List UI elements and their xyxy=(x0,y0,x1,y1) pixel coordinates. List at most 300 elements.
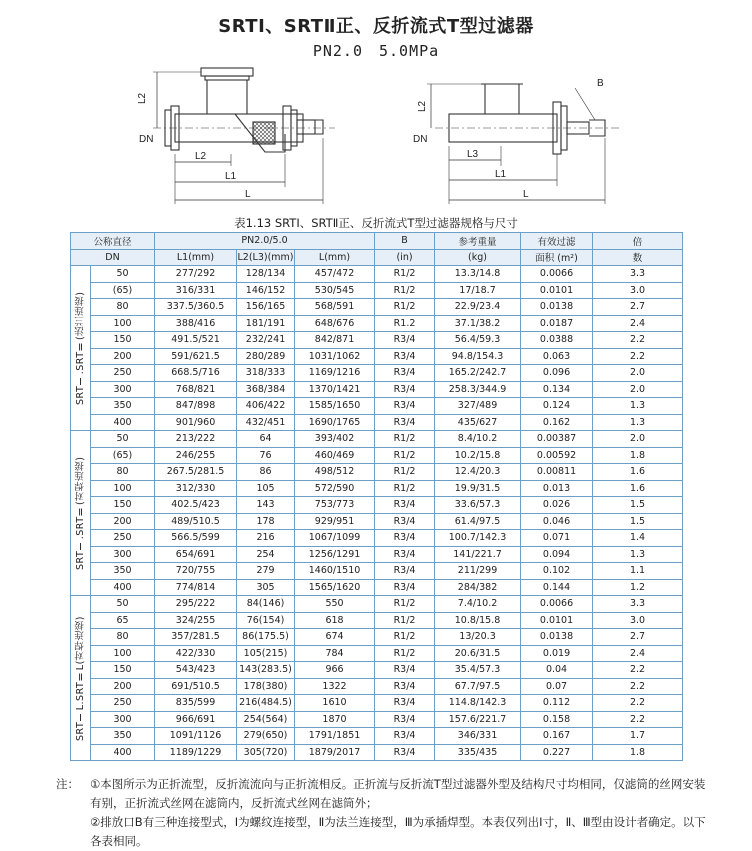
table-cell: 648/676 xyxy=(295,315,375,332)
table-cell: 1067/1099 xyxy=(295,530,375,547)
table-cell: 3.3 xyxy=(593,596,683,613)
table-cell: 324/255 xyxy=(155,612,237,629)
table-cell: R3/4 xyxy=(375,381,435,398)
table-cell: R3/4 xyxy=(375,414,435,431)
table-caption: 表1.13 SRTⅠ、SRTⅡ正、反折流式T型过滤器规格与尺寸 xyxy=(234,216,518,230)
table-cell: 691/510.5 xyxy=(155,678,237,695)
label-dn-right: DN xyxy=(413,134,428,145)
table-cell: 141/221.7 xyxy=(435,546,521,563)
table-cell: 305(720) xyxy=(237,744,295,761)
table-row xyxy=(71,728,683,745)
table-row xyxy=(71,612,683,629)
table-row xyxy=(71,365,683,382)
table-cell: 64 xyxy=(237,431,295,448)
group-label: SRTⅠ.SRTⅡ(对焊连接) xyxy=(71,431,91,596)
table-row xyxy=(71,530,683,547)
table-row xyxy=(71,711,683,728)
table-cell: 566.5/599 xyxy=(155,530,237,547)
table-cell: 835/599 xyxy=(155,695,237,712)
table-cell: 0.0101 xyxy=(521,282,593,299)
table-cell: 1.2 xyxy=(593,579,683,596)
table-cell: 84(146) xyxy=(237,596,295,613)
table-cell: 0.134 xyxy=(521,381,593,398)
table-cell: 337.5/360.5 xyxy=(155,299,237,316)
header-area-unit: 面积 (m²) xyxy=(521,249,593,266)
table-cell: 966/691 xyxy=(155,711,237,728)
table-cell: 216(484.5) xyxy=(237,695,295,712)
table-cell: R3/4 xyxy=(375,728,435,745)
table-cell: 279 xyxy=(237,563,295,580)
header-weight-unit: (kg) xyxy=(435,249,521,266)
table-cell: 0.167 xyxy=(521,728,593,745)
table-cell: R1/2 xyxy=(375,596,435,613)
table-row xyxy=(71,447,683,464)
table-cell: 50 xyxy=(91,266,155,283)
table-cell: 0.158 xyxy=(521,711,593,728)
group-label: SRTⅠL.SRTⅡL(对焊连接) xyxy=(71,596,91,761)
label-l3: L3 xyxy=(467,149,479,160)
table-cell: 143 xyxy=(237,497,295,514)
table-cell: 3.0 xyxy=(593,612,683,629)
table-cell: 0.124 xyxy=(521,398,593,415)
pressure-rating: PN2.0 5.0MPa xyxy=(312,42,440,60)
table-cell: R1/2 xyxy=(375,266,435,283)
table-cell: 1.7 xyxy=(593,728,683,745)
table-cell: 530/545 xyxy=(295,282,375,299)
table-cell: 254(564) xyxy=(237,711,295,728)
filter-dimension-drawing xyxy=(135,62,630,212)
table-cell: 1565/1620 xyxy=(295,579,375,596)
table-row xyxy=(71,381,683,398)
table-row xyxy=(71,332,683,349)
label-l2-bottom: L2 xyxy=(195,151,207,162)
table-row xyxy=(71,431,683,448)
note-1: ①本图所示为正折流型，反折流流向与正折流相反。正折流与反折流T型过滤器外型及结构尺寸均相同，仅滤筒的丝网安装有别，正折流式丝网在滤筒内，反折流式丝网在滤筒外； xyxy=(90,777,706,810)
table-cell: 20.6/31.5 xyxy=(435,645,521,662)
table-cell: R1/2 xyxy=(375,629,435,646)
label-l: L xyxy=(245,189,251,200)
table-cell: 400 xyxy=(91,414,155,431)
table-cell: 181/191 xyxy=(237,315,295,332)
table-cell: 67.7/97.5 xyxy=(435,678,521,695)
table-cell: 1.5 xyxy=(593,513,683,530)
table-cell: 774/814 xyxy=(155,579,237,596)
table-cell: 2.2 xyxy=(593,678,683,695)
table-row xyxy=(71,464,683,481)
table-cell: 2.4 xyxy=(593,645,683,662)
table-cell: 0.096 xyxy=(521,365,593,382)
page-title: SRTⅠ、SRTⅡ正、反折流式T型过滤器 xyxy=(218,16,534,37)
header-nominal: 公称直径 xyxy=(71,233,155,250)
table-cell: R1/2 xyxy=(375,612,435,629)
table-cell: 1870 xyxy=(295,711,375,728)
table-cell: 3.3 xyxy=(593,266,683,283)
table-cell: 591/621.5 xyxy=(155,348,237,365)
table-row xyxy=(71,299,683,316)
table-cell: 12.4/20.3 xyxy=(435,464,521,481)
table-cell: 232/241 xyxy=(237,332,295,349)
table-cell: 460/469 xyxy=(295,447,375,464)
table-cell: 114.8/142.3 xyxy=(435,695,521,712)
table-cell: 1791/1851 xyxy=(295,728,375,745)
table-cell: 2.2 xyxy=(593,332,683,349)
table-cell: 0.227 xyxy=(521,744,593,761)
table-cell: 100 xyxy=(91,480,155,497)
table-row xyxy=(71,695,683,712)
table-cell: R1/2 xyxy=(375,447,435,464)
table-cell: 178 xyxy=(237,513,295,530)
table-cell: 1091/1126 xyxy=(155,728,237,745)
table-cell: 254 xyxy=(237,546,295,563)
header-weight: 参考重量 xyxy=(435,233,521,250)
table-cell: 2.2 xyxy=(593,348,683,365)
table-cell: 200 xyxy=(91,513,155,530)
table-cell: 8.4/10.2 xyxy=(435,431,521,448)
table-cell: 0.019 xyxy=(521,645,593,662)
table-cell: 0.0138 xyxy=(521,629,593,646)
table-cell: 0.0101 xyxy=(521,612,593,629)
table-cell: 1690/1765 xyxy=(295,414,375,431)
table-cell: R1/2 xyxy=(375,299,435,316)
table-cell: 753/773 xyxy=(295,497,375,514)
table-cell: 1169/1216 xyxy=(295,365,375,382)
table-cell: 76(154) xyxy=(237,612,295,629)
label-l1: L1 xyxy=(225,171,237,182)
table-row xyxy=(71,513,683,530)
table-cell: 368/384 xyxy=(237,381,295,398)
table-cell: 216 xyxy=(237,530,295,547)
table-cell: R3/4 xyxy=(375,398,435,415)
table-cell: 0.04 xyxy=(521,662,593,679)
table-cell: 491.5/521 xyxy=(155,332,237,349)
table-cell: 0.00387 xyxy=(521,431,593,448)
table-cell: 50 xyxy=(91,431,155,448)
table-cell: 0.112 xyxy=(521,695,593,712)
table-row xyxy=(71,579,683,596)
label-l2: L2 xyxy=(137,92,148,104)
table-cell: 2.7 xyxy=(593,299,683,316)
table-cell: 1.6 xyxy=(593,480,683,497)
table-cell: 0.046 xyxy=(521,513,593,530)
table-cell: 0.026 xyxy=(521,497,593,514)
label-b: B xyxy=(597,78,604,89)
table-cell: R3/4 xyxy=(375,546,435,563)
table-row xyxy=(71,662,683,679)
table-row xyxy=(71,480,683,497)
table-cell: 901/960 xyxy=(155,414,237,431)
table-cell: 22.9/23.4 xyxy=(435,299,521,316)
table-cell: (65) xyxy=(91,282,155,299)
table-cell: 0.0187 xyxy=(521,315,593,332)
table-cell: 61.4/97.5 xyxy=(435,513,521,530)
table-cell: 35.4/57.3 xyxy=(435,662,521,679)
table-cell: 1.1 xyxy=(593,563,683,580)
table-cell: 1.6 xyxy=(593,464,683,481)
table-cell: 250 xyxy=(91,530,155,547)
table-cell: 65 xyxy=(91,612,155,629)
table-cell: 357/281.5 xyxy=(155,629,237,646)
table-cell: 146/152 xyxy=(237,282,295,299)
table-row xyxy=(71,596,683,613)
table-cell: 402.5/423 xyxy=(155,497,237,514)
table-cell: 100 xyxy=(91,645,155,662)
table-cell: 200 xyxy=(91,348,155,365)
header-ratio-unit: 数 xyxy=(593,249,683,266)
table-cell: 720/755 xyxy=(155,563,237,580)
table-cell: R3/4 xyxy=(375,678,435,695)
table-cell: 0.071 xyxy=(521,530,593,547)
table-cell: 966 xyxy=(295,662,375,679)
table-row xyxy=(71,645,683,662)
table-cell: R3/4 xyxy=(375,744,435,761)
table-cell: 1.3 xyxy=(593,414,683,431)
table-cell: 178(380) xyxy=(237,678,295,695)
table-cell: 400 xyxy=(91,579,155,596)
note-2: ②排放口B有三种连接型式，Ⅰ为螺纹连接型，Ⅱ为法兰连接型，Ⅲ为承插焊型。本表仅列出Ⅰ寸，Ⅱ、Ⅲ型由设计者确定。以下各表相同。 xyxy=(90,815,706,848)
table-cell: 618 xyxy=(295,612,375,629)
table-cell: 157.6/221.7 xyxy=(435,711,521,728)
table-cell: 489/510.5 xyxy=(155,513,237,530)
label-dn: DN xyxy=(139,134,154,145)
table-cell: 457/472 xyxy=(295,266,375,283)
table-cell: (65) xyxy=(91,447,155,464)
table-cell: 327/489 xyxy=(435,398,521,415)
table-cell: 211/299 xyxy=(435,563,521,580)
header-l1: L1(mm) xyxy=(155,249,237,266)
table-cell: 2.2 xyxy=(593,695,683,712)
table-cell: 1031/1062 xyxy=(295,348,375,365)
table-cell: 346/331 xyxy=(435,728,521,745)
table-cell: 0.144 xyxy=(521,579,593,596)
table-cell: 10.8/15.8 xyxy=(435,612,521,629)
table-cell: 432/451 xyxy=(237,414,295,431)
table-cell: 406/422 xyxy=(237,398,295,415)
header-ratio: 倍 xyxy=(593,233,683,250)
table-cell: 80 xyxy=(91,464,155,481)
table-cell: 400 xyxy=(91,744,155,761)
table-row xyxy=(71,282,683,299)
table-cell: 2.7 xyxy=(593,629,683,646)
table-cell: 37.1/38.2 xyxy=(435,315,521,332)
table-cell: 674 xyxy=(295,629,375,646)
table-cell: 388/416 xyxy=(155,315,237,332)
table-cell: 13.3/14.8 xyxy=(435,266,521,283)
table-cell: 100 xyxy=(91,315,155,332)
table-cell: 568/591 xyxy=(295,299,375,316)
table-cell: R3/4 xyxy=(375,365,435,382)
table-cell: 250 xyxy=(91,695,155,712)
spec-table xyxy=(70,232,683,761)
table-cell: R3/4 xyxy=(375,497,435,514)
table-cell: 0.07 xyxy=(521,678,593,695)
table-row xyxy=(71,678,683,695)
table-cell: 550 xyxy=(295,596,375,613)
notes-lead: 注： xyxy=(56,777,79,791)
spec-table-body xyxy=(71,266,683,761)
table-cell: 150 xyxy=(91,497,155,514)
table-cell: 784 xyxy=(295,645,375,662)
table-row xyxy=(71,348,683,365)
table-cell: 0.0066 xyxy=(521,596,593,613)
table-cell: 3.0 xyxy=(593,282,683,299)
table-cell: 572/590 xyxy=(295,480,375,497)
table-cell: R1/2 xyxy=(375,645,435,662)
table-cell: 7.4/10.2 xyxy=(435,596,521,613)
table-cell: 80 xyxy=(91,629,155,646)
table-cell: 295/222 xyxy=(155,596,237,613)
table-row xyxy=(71,398,683,415)
table-cell: 200 xyxy=(91,678,155,695)
table-row xyxy=(71,414,683,431)
table-cell: 1322 xyxy=(295,678,375,695)
table-cell: 94.8/154.3 xyxy=(435,348,521,365)
table-cell: 19.9/31.5 xyxy=(435,480,521,497)
table-cell: 842/871 xyxy=(295,332,375,349)
table-row xyxy=(71,266,683,283)
table-cell: 305 xyxy=(237,579,295,596)
table-cell: R3/4 xyxy=(375,579,435,596)
table-cell: R3/4 xyxy=(375,348,435,365)
table-cell: 768/821 xyxy=(155,381,237,398)
table-cell: 668.5/716 xyxy=(155,365,237,382)
table-cell: 13/20.3 xyxy=(435,629,521,646)
table-cell: 277/292 xyxy=(155,266,237,283)
group-label: SRTⅠ.SRTⅡ(法兰连接) xyxy=(71,266,91,431)
table-cell: 1.3 xyxy=(593,398,683,415)
table-cell: 105(215) xyxy=(237,645,295,662)
table-cell: R3/4 xyxy=(375,695,435,712)
table-cell: 0.0388 xyxy=(521,332,593,349)
table-cell: 100.7/142.3 xyxy=(435,530,521,547)
table-cell: R1.2 xyxy=(375,315,435,332)
table-cell: 316/331 xyxy=(155,282,237,299)
table-cell: R3/4 xyxy=(375,563,435,580)
table-cell: 2.0 xyxy=(593,381,683,398)
table-cell: 1585/1650 xyxy=(295,398,375,415)
header-b-unit: (in) xyxy=(375,249,435,266)
table-cell: 350 xyxy=(91,563,155,580)
table-cell: R1/2 xyxy=(375,480,435,497)
table-cell: 1.3 xyxy=(593,546,683,563)
table-cell: 0.013 xyxy=(521,480,593,497)
table-cell: 258.3/344.9 xyxy=(435,381,521,398)
notes xyxy=(56,775,716,851)
table-cell: 2.2 xyxy=(593,662,683,679)
table-cell: 1.8 xyxy=(593,447,683,464)
table-cell: R3/4 xyxy=(375,530,435,547)
header-l: L(mm) xyxy=(295,249,375,266)
table-row xyxy=(71,315,683,332)
table-cell: 250 xyxy=(91,365,155,382)
table-cell: 86 xyxy=(237,464,295,481)
header-b: B xyxy=(375,233,435,250)
table-cell: 86(175.5) xyxy=(237,629,295,646)
table-cell: 1370/1421 xyxy=(295,381,375,398)
table-row xyxy=(71,563,683,580)
table-cell: 0.00592 xyxy=(521,447,593,464)
table-row xyxy=(71,744,683,761)
table-cell: 2.2 xyxy=(593,711,683,728)
table-row xyxy=(71,629,683,646)
table-cell: 105 xyxy=(237,480,295,497)
table-cell: R3/4 xyxy=(375,513,435,530)
table-cell: 300 xyxy=(91,381,155,398)
table-cell: 0.00811 xyxy=(521,464,593,481)
table-cell: 56.4/59.3 xyxy=(435,332,521,349)
header-pn: PN2.0/5.0 xyxy=(155,233,375,250)
table-cell: 1256/1291 xyxy=(295,546,375,563)
table-cell: 312/330 xyxy=(155,480,237,497)
table-cell: 498/512 xyxy=(295,464,375,481)
table-cell: R3/4 xyxy=(375,332,435,349)
table-cell: 1460/1510 xyxy=(295,563,375,580)
header-l2: L2(L3)(mm) xyxy=(237,249,295,266)
table-cell: 435/627 xyxy=(435,414,521,431)
table-cell: R1/2 xyxy=(375,282,435,299)
table-cell: 393/402 xyxy=(295,431,375,448)
table-cell: 17/18.7 xyxy=(435,282,521,299)
table-cell: 2.0 xyxy=(593,431,683,448)
table-cell: 10.2/15.8 xyxy=(435,447,521,464)
table-cell: 50 xyxy=(91,596,155,613)
table-cell: 76 xyxy=(237,447,295,464)
table-cell: 150 xyxy=(91,662,155,679)
header-dn: DN xyxy=(71,249,155,266)
table-cell: 80 xyxy=(91,299,155,316)
table-cell: 929/951 xyxy=(295,513,375,530)
table-cell: 1610 xyxy=(295,695,375,712)
table-cell: 847/898 xyxy=(155,398,237,415)
table-cell: 318/333 xyxy=(237,365,295,382)
table-cell: 213/222 xyxy=(155,431,237,448)
table-cell: 0.0138 xyxy=(521,299,593,316)
table-row xyxy=(71,497,683,514)
table-cell: 300 xyxy=(91,546,155,563)
table-cell: 1189/1229 xyxy=(155,744,237,761)
table-cell: 335/435 xyxy=(435,744,521,761)
table-cell: 2.4 xyxy=(593,315,683,332)
label-l2-right: L2 xyxy=(417,100,428,112)
table-cell: 350 xyxy=(91,398,155,415)
table-cell: 165.2/242.7 xyxy=(435,365,521,382)
table-cell: 143(283.5) xyxy=(237,662,295,679)
table-cell: 0.0066 xyxy=(521,266,593,283)
table-cell: 267.5/281.5 xyxy=(155,464,237,481)
table-cell: 284/382 xyxy=(435,579,521,596)
table-cell: R3/4 xyxy=(375,711,435,728)
table-cell: 1.4 xyxy=(593,530,683,547)
table-cell: 280/289 xyxy=(237,348,295,365)
table-cell: 1879/2017 xyxy=(295,744,375,761)
table-cell: 279(650) xyxy=(237,728,295,745)
table-cell: R1/2 xyxy=(375,464,435,481)
table-cell: 0.063 xyxy=(521,348,593,365)
table-cell: 300 xyxy=(91,711,155,728)
table-cell: 1.5 xyxy=(593,497,683,514)
header-area: 有效过滤 xyxy=(521,233,593,250)
table-cell: 543/423 xyxy=(155,662,237,679)
table-row xyxy=(71,546,683,563)
table-cell: 33.6/57.3 xyxy=(435,497,521,514)
table-cell: 246/255 xyxy=(155,447,237,464)
label-l1-right: L1 xyxy=(495,169,507,180)
table-cell: 1.8 xyxy=(593,744,683,761)
table-cell: 0.162 xyxy=(521,414,593,431)
table-cell: R1/2 xyxy=(375,431,435,448)
table-cell: 2.0 xyxy=(593,365,683,382)
table-cell: 150 xyxy=(91,332,155,349)
table-cell: R3/4 xyxy=(375,662,435,679)
